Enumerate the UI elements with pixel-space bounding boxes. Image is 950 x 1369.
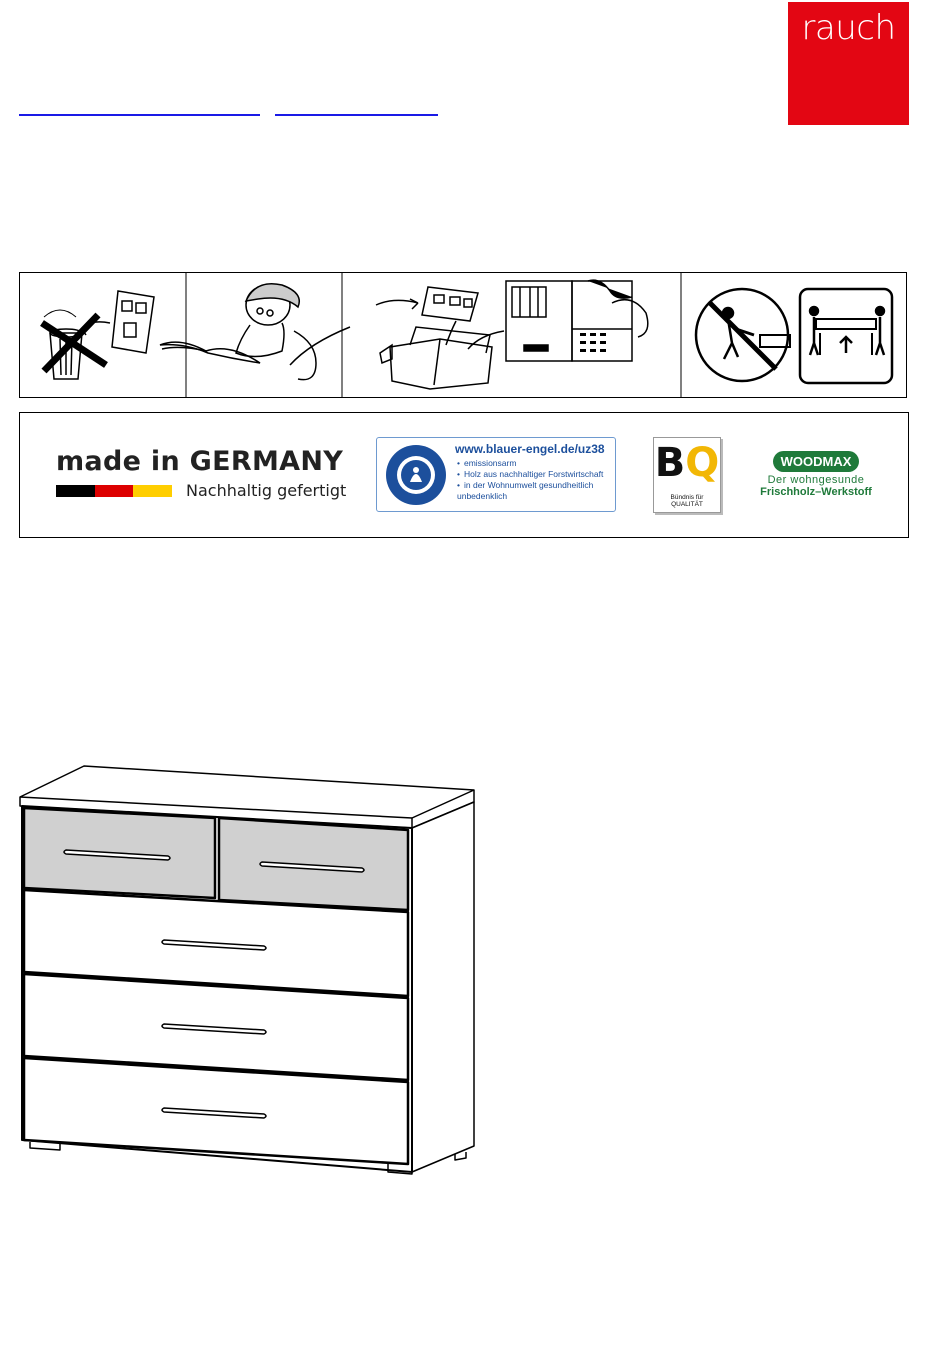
blauer-engel-label: [376, 437, 616, 512]
blauer-engel-point: • emissionsarm: [457, 458, 615, 469]
document-link-1[interactable]: [19, 114, 260, 116]
certification-strip: [19, 412, 909, 538]
blauer-engel-point: • in der Wohnumwelt gesundheitlich unbedenklich: [457, 480, 615, 502]
top-right-drawer: [219, 818, 408, 910]
file-manual-icon: [376, 280, 648, 389]
flag-bar-red: [95, 485, 134, 497]
pictogram-strip-svg: [20, 273, 906, 397]
flag-bar-gold: [133, 485, 172, 497]
blauer-engel-url[interactable]: www.blauer-engel.de/uz38: [455, 442, 605, 456]
chest-of-drawers-drawing: [0, 760, 500, 1180]
rauch-logo: [788, 2, 909, 125]
made-in-germany-title: made in GERMANY: [56, 446, 344, 477]
woodmax-label: [758, 451, 874, 498]
no-dragging-icon: [696, 289, 790, 381]
read-manual-icon: [160, 284, 350, 380]
flag-bar-black: [56, 485, 95, 497]
woodmax-brand: WOODMAX: [773, 451, 860, 472]
bq-letters: BQ: [654, 440, 720, 486]
blauer-engel-points: [457, 458, 615, 502]
bq-quality-label: [653, 437, 721, 513]
dresser-side-panel: [412, 802, 474, 1172]
bq-tagline: Bündnis für QUALITÄT: [670, 494, 704, 508]
made-in-germany-subtitle: Nachhaltig gefertigt: [186, 481, 347, 500]
lift-together-icon: [800, 289, 892, 383]
woodmax-line-1: Der wohngesunde: [767, 474, 865, 486]
blauer-engel-point: • Holz aus nachhaltiger Forstwirtschaft: [457, 469, 615, 480]
do-not-discard-icon: [42, 291, 154, 379]
woodmax-line-2: Frischholz–Werkstoff: [760, 486, 872, 498]
instruction-pictograms: [19, 272, 907, 398]
germany-flag-bars: [56, 485, 172, 497]
document-link-2[interactable]: [275, 114, 438, 116]
logo-text: rauch: [801, 8, 896, 48]
blauer-engel-emblem-icon: [385, 444, 447, 506]
